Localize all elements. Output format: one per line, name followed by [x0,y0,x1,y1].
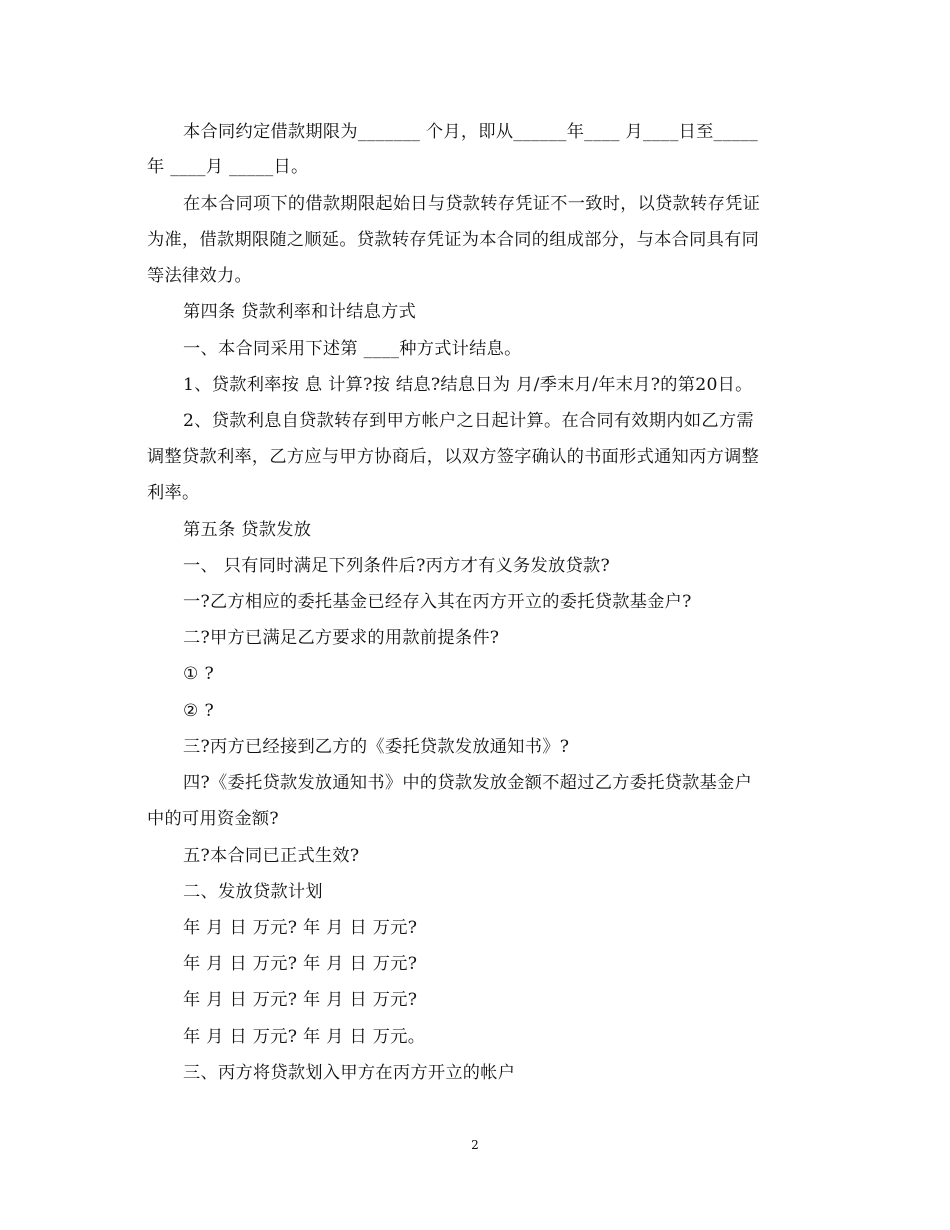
page-number: 2 [471,1138,479,1152]
text-line: 中的可用资金额? [147,809,279,829]
text-line: 三?丙方已经接到乙方的《委托贷款发放通知书》? [183,737,570,757]
text-line: 等法律效力。 [147,266,252,286]
text-line: 五?本合同已正式生效? [183,846,360,866]
text-line: 1、贷款利率按 息 计算?按 结息?结息日为 月/季末月/年末月?的第20日。 [183,375,753,395]
text-line: ② ? [183,701,214,721]
text-line: 利率。 [147,483,200,503]
text-line: 二?甲方已满足乙方要求的用款前提条件? [183,628,500,648]
text-line: 年 月 日 万元? 年 月 日 万元? [183,918,418,938]
text-line: 四?《委托贷款发放通知书》中的贷款发放金额不超过乙方委托贷款基金户 [183,773,753,793]
text-line: 一、本合同采用下述第 ____种方式计结息。 [183,339,522,359]
text-line: 年 月 日 万元? 年 月 日 万元? [183,990,418,1010]
text-line: 三、丙方将贷款划入甲方在丙方开立的帐户 [183,1063,516,1083]
text-line: 一?乙方相应的委托基金已经存入其在丙方开立的委托贷款基金户? [183,592,692,612]
text-line: 年 月 日 万元? 年 月 日 万元? [183,954,418,974]
text-line: 2、贷款利息自贷款转存到甲方帐户之日起计算。在合同有效期内如乙方需 [183,411,754,431]
text-line: 二、发放贷款计划 [183,882,323,902]
text-line: 在本合同项下的借款期限起始日与贷款转存凭证不一致时，以贷款转存凭证 [183,194,761,214]
text-line: 本合同约定借款期限为_______ 个月，即从______年____ 月____日至_____ [183,122,759,142]
section-heading: 第五条 贷款发放 [183,520,312,540]
text-line: 年 ____月 _____日。 [147,157,309,177]
text-line: ① ? [183,664,214,684]
text-line: 为准，借款期限随之顺延。贷款转存凭证为本合同的组成部分，与本合同具有同 [147,230,760,250]
text-line: 一、 只有同时满足下列条件后?丙方才有义务发放贷款? [183,556,611,576]
text-line: 年 月 日 万元? 年 月 日 万元。 [183,1027,426,1047]
text-line: 调整贷款利率，乙方应与甲方协商后，以双方签字确认的书面形式通知丙方调整 [147,447,760,467]
section-heading: 第四条 贷款利率和计结息方式 [183,302,417,322]
